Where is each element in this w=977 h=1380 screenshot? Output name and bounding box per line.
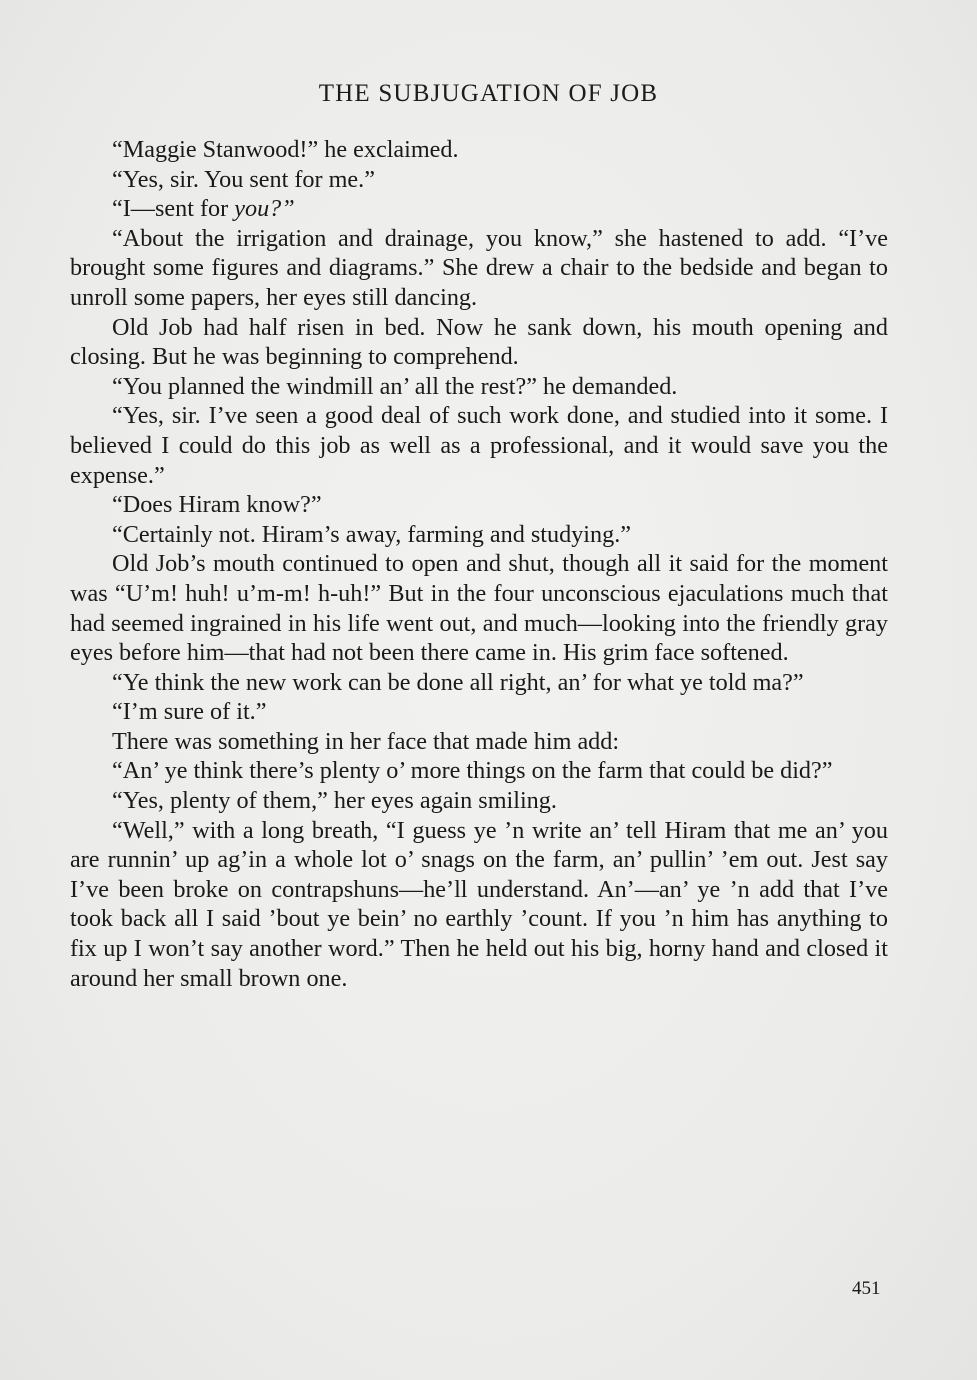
paragraph: Old Job’s mouth continued to open and shut, though all it said for the moment was “U’m! huh! u’m-m! h-uh!” But in the four unconscious ejaculations much that had seemed ingrained in his life went out, and much—looking into the friendly gray eyes before him—that had not been there came in. His grim face softened. xyxy=(70,550,888,667)
paragraph: “You planned the windmill an’ all the rest?” he demanded. xyxy=(112,372,678,400)
paragraph: “I’m sure of it.” xyxy=(112,698,267,726)
paragraph: “Ye think the new work can be done all right, an’ for what ye told ma?” xyxy=(112,668,804,696)
paragraph: Old Job had half risen in bed. Now he sank down, his mouth opening and closing. But he was beginning to comprehend. xyxy=(70,313,888,371)
paragraph: “About the irrigation and drainage, you know,” she hastened to add. “I’ve brought some figures and diagrams.” She drew a chair to the bedside and began to unroll some papers, her eyes still dancing. xyxy=(70,224,888,311)
paragraph: “Maggie Stanwood!” he exclaimed. xyxy=(112,136,459,163)
paragraph: “Well,” with a long breath, “I guess ye ’n write an’ tell Hiram that me an’ you are runnin’ up ag’in a whole lot o’ snags on the farm, an’ pullin’ ’em out. Jest say I’ve been broke on contrapshuns—he’ll understand. An’—an’ ye ’n add that I’ve took back all I said ’bout ye bein’ no earthly ’count. If you ’n him has anything to fix up I won’t say another word.” Then he held out his big, horny hand and closed it around her small brown one. xyxy=(70,816,888,992)
paragraph xyxy=(70,194,888,224)
page-number: 451 xyxy=(852,1278,881,1299)
paragraph: “Does Hiram know?” xyxy=(112,491,322,519)
paragraph: “Yes, sir. I’ve seen a good deal of such work done, and studied into it some. I believed I could do this job as well as a professional, and it would save you the expense.” xyxy=(70,402,888,489)
paragraph: “Yes, plenty of them,” her eyes again smiling. xyxy=(112,787,557,815)
story-text xyxy=(70,135,888,993)
running-head: THE SUBJUGATION OF JOB xyxy=(318,80,659,107)
italic-emphasis: you?” xyxy=(234,195,295,223)
paragraph-text: “I—sent for xyxy=(112,195,235,223)
paragraph: There was something in her face that made him add: xyxy=(112,727,620,755)
paragraph: “Certainly not. Hiram’s away, farming and studying.” xyxy=(112,520,632,548)
paragraph: “Yes, sir. You sent for me.” xyxy=(112,165,375,193)
paragraph: “An’ ye think there’s plenty o’ more things on the farm that could be did?” xyxy=(112,757,833,785)
